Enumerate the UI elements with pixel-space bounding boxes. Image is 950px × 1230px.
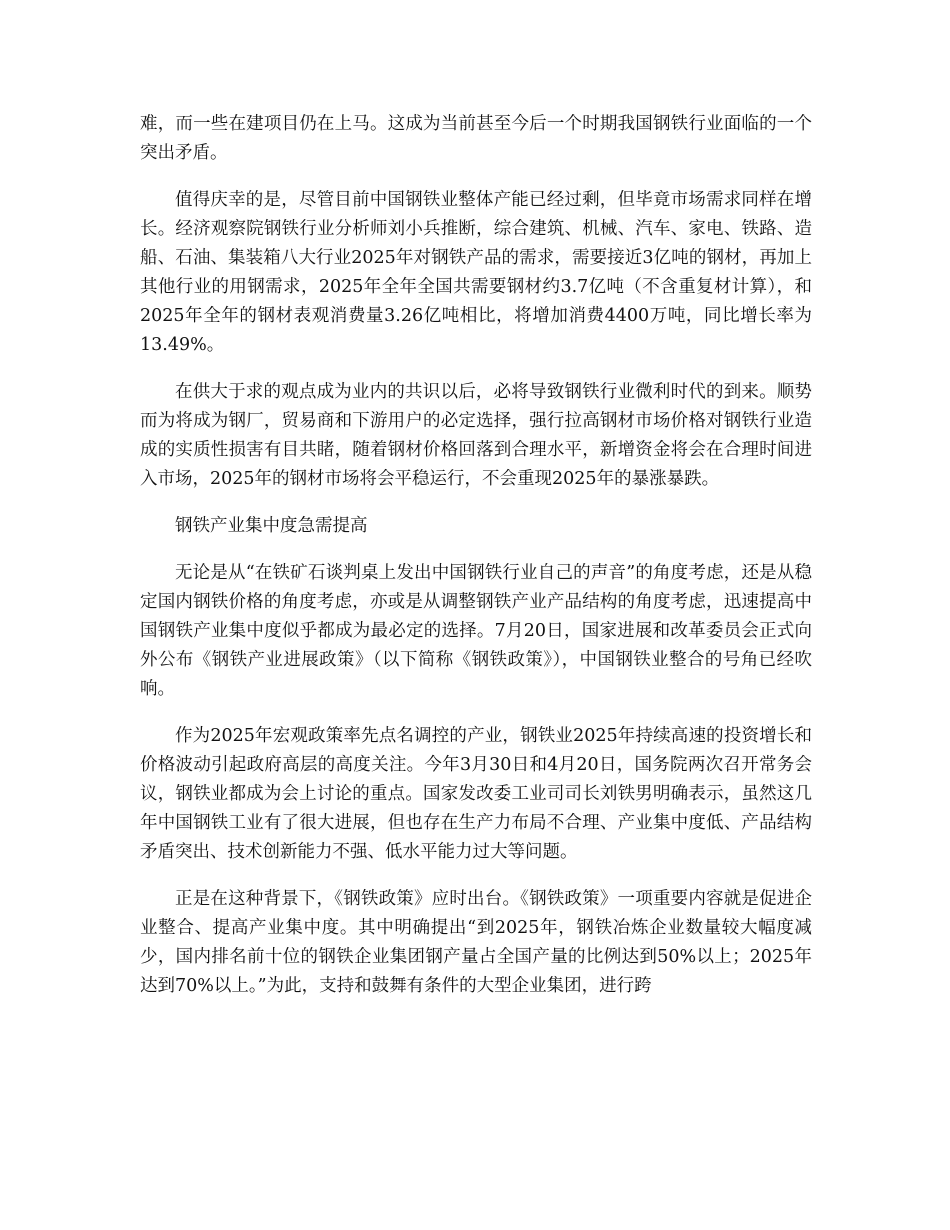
paragraph-industry-concentration: 无论是从“在铁矿石谈判桌上发出中国钢铁行业自己的声音”的角度考虑，还是从稳定国内钢铁价格的角度考虑，亦或是从调整钢铁产业产品结构的角度考虑，迅速提高中国钢铁产业集中度似乎都成为最必定的选择。7月20日，国家进展和改革委员会正式向外公布《钢铁产业进展政策》（以下简称《钢铁政策》），中国钢铁业整合的号角已经吹响。 xyxy=(140,563,812,699)
paragraph-market-demand: 值得庆幸的是，尽管目前中国钢铁业整体产能已经过剩，但毕竟市场需求同样在增长。经济观察院钢铁行业分析师刘小兵推断，综合建筑、机械、汽车、家电、铁路、造船、石油、集装箱八大行业2025年对钢铁产品的需求，需要接近3亿吨的钢材，再加上其他行业的用钢需求，2025年全年全国共需要钢材约3.7亿吨（不含重复材计算），和2025年全年的钢材表观消费量3.26亿吨相比，将增加消费4400万吨，同比增长率为13.49%。 xyxy=(140,190,812,355)
paragraph-macro-control: 作为2025年宏观政策率先点名调控的产业，钢铁业2025年持续高速的投资增长和价格波动引起政府高层的高度关注。今年3月30日和4月20日，国务院两次召开常务会议，钢铁业都成为会上讨论的重点。国家发改委工业司司长刘铁男明确表示，虽然这几年中国钢铁工业有了很大进展，但也存在生产力布局不合理、产业集中度低、产品结构矛盾突出、技术创新能力不强、低水平能力过大等问题。 xyxy=(140,726,812,862)
paragraph-continuation: 难，而一些在建项目仍在上马。这成为当前甚至今后一个时期我国钢铁行业面临的一个突出矛盾。 xyxy=(140,114,812,163)
document-body xyxy=(140,110,812,1019)
section-heading: 钢铁产业集中度急需提高 xyxy=(175,516,368,536)
paragraph-low-profit-era: 在供大于求的观点成为业内的共识以后，必将导致钢铁行业微利时代的到来。顺势而为将成为钢厂，贸易商和下游用户的必定选择，强行拉高钢材市场价格对钢铁行业造成的实质性损害有目共睹，随着钢材价格回落到合理水平，新增资金将会在合理时间进入市场，2025年的钢材市场将会平稳运行，不会重现2025年的暴涨暴跌。 xyxy=(140,382,812,489)
paragraph-steel-policy: 正是在这种背景下，《钢铁政策》应时出台。《钢铁政策》一项重要内容就是促进企业整合、提高产业集中度。其中明确提出“到2025年，钢铁冶炼企业数量较大幅度减少，国内排名前十位的钢铁企业集团钢产量占全国产量的比例达到50%以上；2025年达到70%以上。”为此，支持和鼓舞有条件的大型企业集团，进行跨 xyxy=(140,889,812,996)
